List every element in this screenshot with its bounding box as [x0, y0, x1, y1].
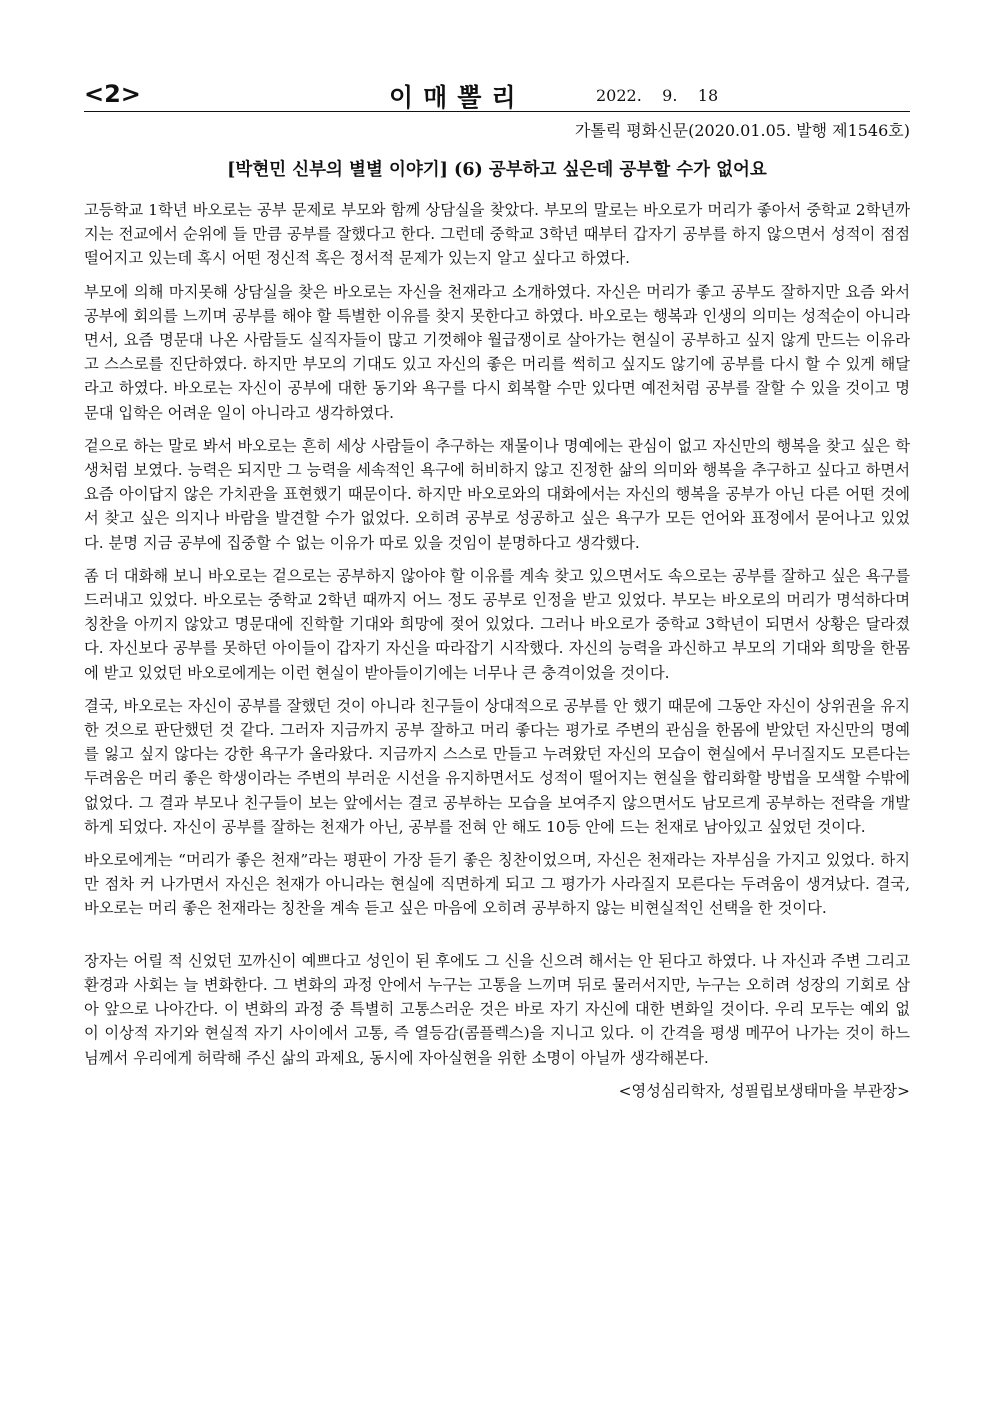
article-paragraph: 좀 더 대화해 보니 바오로는 겉으로는 공부하지 않아야 할 이유를 계속 찾고 있으면서도 속으로는 공부를 잘하고 싶은 욕구를 드러내고 있었다. 바오로는 중학교 2학년 때까지 어느 정도 공부로 인정을 받고 있었다. 부모는 바오로의 머리가 명석하다며 칭찬을 아끼지 않았고 명문대에 진학할 기대와 희망에 젖어 있었다. 그러나 바오로가 중학교 3학년이 되면서 상황은 달라졌다. 자신보다 공부를 못하던 아이들이 갑자기 자신을 따라잡기 시작했다. 자신의 능력을 과신하고 부모의 기대와 희망을 한몸에 받고 있었던 바오로에게는 이런 현실이 받아들이기에는 너무나 큰 충격이었을 것이다. [84, 566, 910, 682]
article-paragraph: 부모에 의해 마지못해 상담실을 찾은 바오로는 자신을 천재라고 소개하였다. 자신은 머리가 좋고 공부도 잘하지만 요즘 와서 공부에 회의를 느끼며 공부를 해야 할 특별한 이유를 찾지 못한다고 하였다. 바오로는 행복과 인생의 의미는 성적순이 아니라면서, 요즘 명문대 나온 사람들도 실직자들이 많고 기껏해야 월급쟁이로 살아가는 현실이 공부하고 싶지 않게 만드는 이유라고 스스로를 진단하였다. 하지만 부모의 기대도 있고 자신의 좋은 머리를 썩히고 싶지도 않기에 공부를 다시 할 수 있게 해달라고 하였다. 바오로는 자신이 공부에 대한 동기와 욕구를 다시 회복할 수만 있다면 예전처럼 공부를 잘할 수 있을 것이고 명문대 입학은 어려운 일이 아니라고 생각하였다. [84, 282, 910, 422]
source-citation: 가톨릭 평화신문(2020.01.05. 발행 제1546호) [574, 121, 910, 140]
article-paragraph: 바오로에게는 “머리가 좋은 천재”라는 평판이 가장 듣기 좋은 칭찬이었으며, 자신은 천재라는 자부심을 가지고 있었다. 하지만 점차 커 나가면서 자신은 천재가 아니라는 현실에 직면하게 되고 그 평가가 사라질지 모른다는 두려움이 생겨났다. 결국, 바오로는 머리 좋은 천재라는 칭찬을 계속 듣고 싶은 마음에 오히려 공부하지 않는 비현실적인 선택을 한 것이다. [84, 851, 910, 918]
issue-date: 2022. 9. 18 [596, 86, 719, 105]
header-rule [84, 111, 910, 112]
article-paragraph: 겉으로 하는 말로 봐서 바오로는 흔히 세상 사람들이 추구하는 재물이나 명예에는 관심이 없고 자신만의 행복을 찾고 싶은 학생처럼 보였다. 능력은 되지만 그 능력을 세속적인 욕구에 허비하지 않고 진정한 삶의 의미와 행복을 추구하고 싶다고 하면서 요즘 아이답지 않은 가치관을 표현했기 때문이다. 하지만 바오로와의 대화에서는 자신의 행복을 공부가 아닌 다른 어떤 것에서 찾고 싶은 의지나 바람을 발견할 수가 없었다. 오히려 공부로 성공하고 싶은 욕구가 모든 언어와 표정에서 묻어나고 있었다. 분명 지금 공부에 집중할 수 없는 이유가 따로 있을 것임이 분명하다고 생각했다. [84, 436, 910, 552]
page-header [84, 80, 910, 110]
article-body [84, 198, 910, 1101]
article-paragraph: 결국, 바오로는 자신이 공부를 잘했던 것이 아니라 친구들이 상대적으로 공부를 안 했기 때문에 그동안 자신이 상위권을 유지한 것으로 판단했던 것 같다. 그러자 지금까지 공부 잘하고 머리 좋다는 평가로 주변의 관심을 한몸에 받았던 자신만의 명예를 잃고 싶지 않다는 강한 욕구가 올라왔다. 지금까지 스스로 만들고 누려왔던 자신의 모습이 현실에서 무너질지도 모른다는 두려움은 머리 좋은 학생이라는 주변의 부러운 시선을 유지하면서도 성적이 떨어지는 현실을 합리화할 방법을 모색할 수밖에 없었다. 그 결과 부모나 친구들이 보는 앞에서는 결코 공부하는 모습을 보여주지 않으면서도 남모르게 공부하는 전략을 개발하게 되었다. 자신이 공부를 잘하는 천재가 아닌, 공부를 전혀 안 해도 10등 안에 드는 천재로 남아있고 싶었던 것이다. [84, 696, 910, 836]
page-number: <2> [84, 80, 141, 108]
article-paragraph: 고등학교 1학년 바오로는 공부 문제로 부모와 함께 상담실을 찾았다. 부모의 말로는 바오로가 머리가 좋아서 중학교 2학년까지는 전교에서 순위에 들 만큼 공부를 잘했다고 한다. 그런데 중학교 3학년 때부터 갑자기 공부를 하지 않으면서 성적이 점점 떨어지고 있는데 혹시 어떤 정신적 혹은 정서적 문제가 있는지 알고 싶다고 하였다. [84, 201, 910, 268]
article-paragraph: 장자는 어릴 적 신었던 꼬까신이 예쁘다고 성인이 된 후에도 그 신을 신으려 해서는 안 된다고 하였다. 나 자신과 주변 그리고 환경과 사회는 늘 변화한다. 그 변화의 과정 안에서 누구는 고통을 느끼며 뒤로 물러서지만, 누구는 오히려 성장의 기회로 삼아 앞으로 나아간다. 이 변화의 과정 중 특별히 고통스러운 것은 바로 자기 자신에 대한 변화일 것이다. 우리 모두는 예외 없이 이상적 자기와 현실적 자기 사이에서 고통, 즉 열등감(콤플렉스)을 지니고 있다. 이 간격을 평생 메꾸어 나가는 것이 하느님께서 우리에게 허락해 주신 삶의 과제요, 동시에 자아실현을 위한 소명이 아닐까 생각해본다. [84, 951, 910, 1067]
author-byline: <영성심리학자, 성필립보생태마을 부관장> [618, 1081, 910, 1100]
article-title: [박현민 신부의 별별 이야기] (6) 공부하고 싶은데 공부할 수가 없어요 [227, 160, 767, 180]
newsletter-name: 이매뽈리 [389, 83, 526, 112]
